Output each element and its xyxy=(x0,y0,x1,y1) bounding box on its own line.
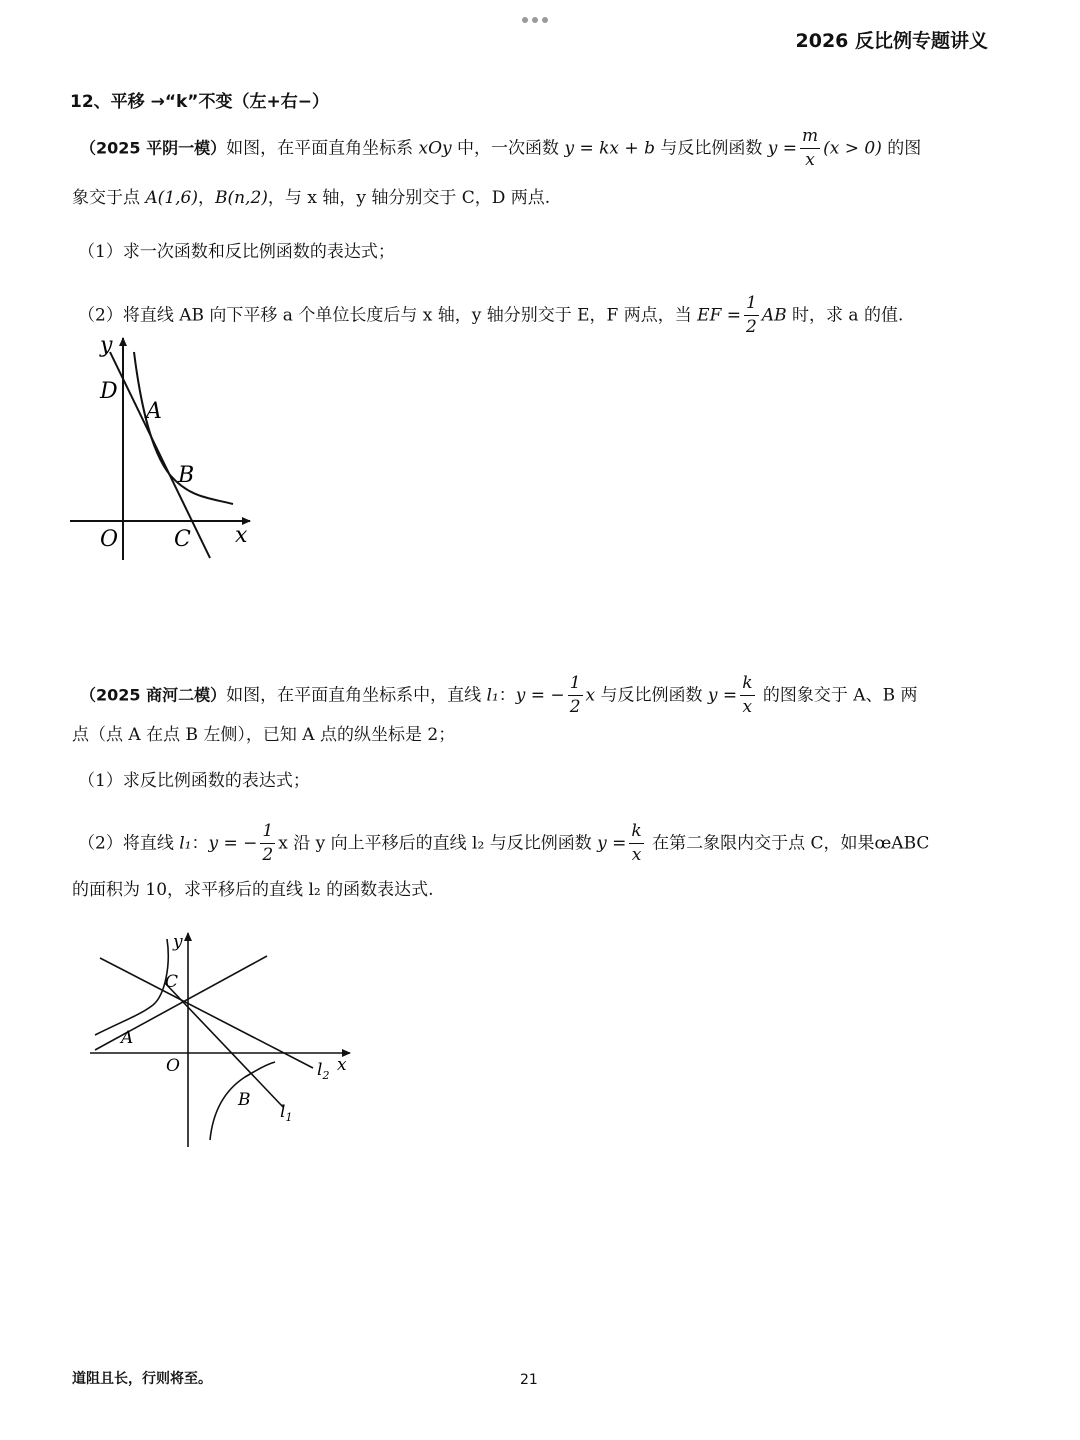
label-l2: $l_2$ xyxy=(317,1060,330,1082)
figure1-graph xyxy=(60,330,270,570)
problem1-line2: 象交于点 A(1,6)，B(n,2)，与 x 轴，y 轴分别交于 C，D 两点. xyxy=(72,188,551,208)
section-title: 12、平移 →“k”不变（左+右−） xyxy=(70,92,329,112)
fraction-one-half: $\frac{1}{2}$ xyxy=(746,293,757,337)
line-ab xyxy=(110,352,210,558)
problem1-question1: （1）求一次函数和反比例函数的表达式； xyxy=(78,242,395,262)
label-A: A xyxy=(146,399,162,424)
label-O: O xyxy=(166,1056,180,1076)
label-l1: $l_1$ xyxy=(280,1102,293,1124)
problem1-question2: （2）将直线 AB 向下平移 a 个单位长度后与 x 轴，y 轴分别交于 E，F 两点，当 EF = $\frac{1}{2}$ AB 时，求 a 的值. xyxy=(78,293,904,337)
label-y: y xyxy=(173,932,183,952)
fraction-k-over-x: $\frac{k}{x}$ xyxy=(742,673,753,717)
problem1-source: （2025 平阴一模） xyxy=(80,138,227,158)
fraction-m-over-x: $\frac{m}{x}$ xyxy=(802,126,819,170)
problem2-line1: （2025 商河二模）如图，在平面直角坐标系中，直线 l₁：y = − $\frac{1}{2}$ x 与反比例函数 y = $\frac{k}{x}$ 的图象交于 A、B 两 xyxy=(80,673,918,717)
label-B: B xyxy=(238,1090,251,1110)
label-A: A xyxy=(121,1028,134,1048)
problem2-question2-cont: 的面积为 10，求平移后的直线 l₂ 的函数表达式. xyxy=(72,880,434,900)
page-header-title: 2026 反比例专题讲义 xyxy=(795,30,988,52)
label-O: O xyxy=(100,527,119,552)
line-l2 xyxy=(100,958,313,1068)
problem2-line2: 点（点 A 在点 B 左侧），已知 A 点的纵坐标是 2； xyxy=(72,725,456,745)
problem2-source: （2025 商河二模） xyxy=(80,685,227,705)
label-B: B xyxy=(178,463,195,488)
figure2-graph xyxy=(85,925,370,1155)
label-y: y xyxy=(100,333,113,358)
label-D: D xyxy=(100,379,118,404)
problem1-line1: （2025 平阴一模）如图，在平面直角坐标系 xOy 中，一次函数 y = kx + b 与反比例函数 y = $\frac{m}{x}$ (x > 0) 的图 xyxy=(80,126,922,170)
fraction-one-half: $\frac{1}{2}$ xyxy=(262,821,274,865)
label-C: C xyxy=(165,972,179,992)
problem2-question1: （1）求反比例函数的表达式； xyxy=(78,771,310,791)
more-options-icon[interactable] xyxy=(522,8,562,18)
footer-motto: 道阻且长，行则将至。 xyxy=(72,1371,212,1387)
page-number: 21 xyxy=(520,1372,538,1388)
problem2-question2: （2）将直线 l₁：y = − $\frac{1}{2}$ x 沿 y 向上平移后的直线 l₂ 与反比例函数 y = $\frac{k}{x}$ 在第二象限内交于点 C，如果œABC xyxy=(78,821,930,865)
label-x: x xyxy=(337,1055,347,1075)
fraction-k-over-x: $\frac{k}{x}$ xyxy=(631,821,642,865)
label-x: x xyxy=(235,523,248,548)
line-l1 xyxy=(165,983,283,1107)
label-C: C xyxy=(174,527,191,552)
fraction-one-half: $\frac{1}{2}$ xyxy=(569,673,581,717)
